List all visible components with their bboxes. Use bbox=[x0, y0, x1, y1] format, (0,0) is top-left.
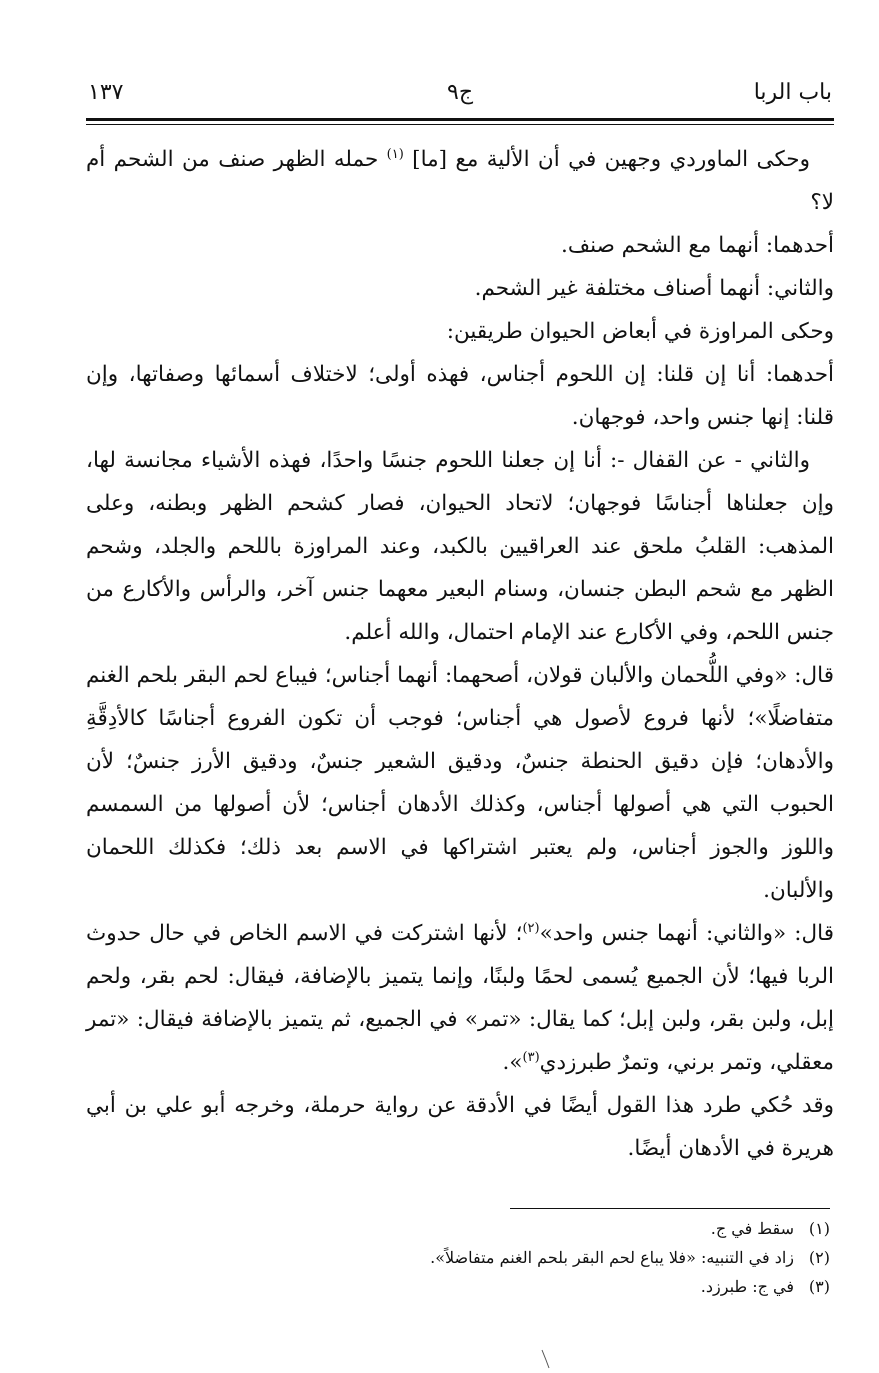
footnote-number: (٢) bbox=[808, 1248, 830, 1267]
footnotes bbox=[86, 1214, 830, 1301]
paragraph: أحدهما: أنهما مع الشحم صنف. bbox=[561, 233, 834, 258]
footnote bbox=[86, 1243, 830, 1272]
header-rule-thick bbox=[86, 118, 834, 121]
footnote bbox=[86, 1272, 830, 1301]
paragraph: وحكى الماوردي وجهين في أن الألية مع [ما] $^{(١)}$ حمله الظهر صنف من الشحم أم لا؟ bbox=[86, 146, 834, 215]
footnote-number: (٣) bbox=[808, 1277, 830, 1296]
paragraph: وحكى المراوزة في أبعاض الحيوان طريقين: bbox=[446, 319, 834, 344]
paragraph: والثاني - عن القفال -: أنا إن جعلنا اللحوم جنسًا واحدًا، فهذه الأشياء مجانسة لها، وإن جعلناها أجناسًا فوجهان؛ لاتحاد الحيوان، فصار كشحم الظهر وبطنه، وعلى المذهب: القلبُ ملحق عند العراقيين بالكبد، وعند المراوزة باللحم والجلد، وشحم الظهر مع شحم البطن جنسان، وسنام البعير معهما جنس آخر، والرأس والأكارع من جنس اللحم، وفي الأكارع عند الإمام احتمال، والله أعلم. bbox=[86, 448, 834, 645]
footnote-separator bbox=[510, 1208, 830, 1209]
paragraph: أحدهما: أنا إن قلنا: إن اللحوم أجناس، فهذه أولى؛ لاختلاف أسمائها وصفاتها، وإن قلنا: إنها جنس واحد، فوجهان. bbox=[86, 362, 834, 430]
header-rule-thin bbox=[86, 124, 834, 125]
main-text bbox=[86, 138, 834, 1170]
footnote-text: في ج: طبرزد. bbox=[700, 1277, 794, 1296]
footnote bbox=[86, 1214, 830, 1243]
paragraph: قال: «وفي اللُّحمان والألبان قولان، أصحهما: أنهما أجناس؛ فيباع لحم البقر بلحم الغنم متفاضلًا»؛ لأنها فروع لأصول هي أجناس؛ فوجب أن تكون الفروع أجناسًا كالأدِقَّةِ والأدهان؛ فإن دقيق الحنطة جنسٌ، ودقيق الشعير جنسٌ، ودقيق الأرز جنسٌ؛ لأن الحبوب التي هي أصولها أجناس، وكذلك الأدهان أجناس؛ لأن أصولها من السمسم واللوز والجوز أجناس، ولم يعتبر اشتراكها في الاسم بعد ذلك؛ فكذلك اللحمان والألبان. bbox=[86, 663, 834, 903]
volume-label: ج٩ bbox=[446, 80, 474, 105]
footnote-text: سقط في ج. bbox=[710, 1219, 794, 1238]
footnote-text: زاد في التنبيه: «فلا يباع لحم البقر بلحم الغنم متفاضلاً». bbox=[430, 1248, 794, 1267]
page-number: ١٣٧ bbox=[88, 80, 124, 105]
running-header bbox=[88, 78, 832, 118]
chapter-title: باب الربا bbox=[753, 80, 832, 105]
paragraph: والثاني: أنهما أصناف مختلفة غير الشحم. bbox=[474, 276, 834, 301]
footnote-number: (١) bbox=[808, 1219, 830, 1238]
paragraph: وقد حُكي طرد هذا القول أيضًا في الأدقة عن رواية حرملة، وخرجه أبو علي بن أبي هريرة في الأدهان أيضًا. bbox=[86, 1093, 834, 1161]
stray-pen-mark bbox=[540, 1348, 552, 1370]
paragraph: قال: «والثاني: أنهما جنس واحد»$^{(٢)}$؛ لأنها اشتركت في الاسم الخاص في حال حدوث الربا فيها؛ لأن الجميع يُسمى لحمًا ولبنًا، وإنما يتميز بالإضافة، فيقال: لحم بقر، ولحم إبل، ولبن بقر، ولبن إبل؛ كما يقال: «تمر» في الجميع، ثم يتميز بالإضافة فيقال: «تمر معقلي، وتمر برني، وتمرٌ طبرزدي$^{(٣)}$». bbox=[86, 920, 834, 1075]
